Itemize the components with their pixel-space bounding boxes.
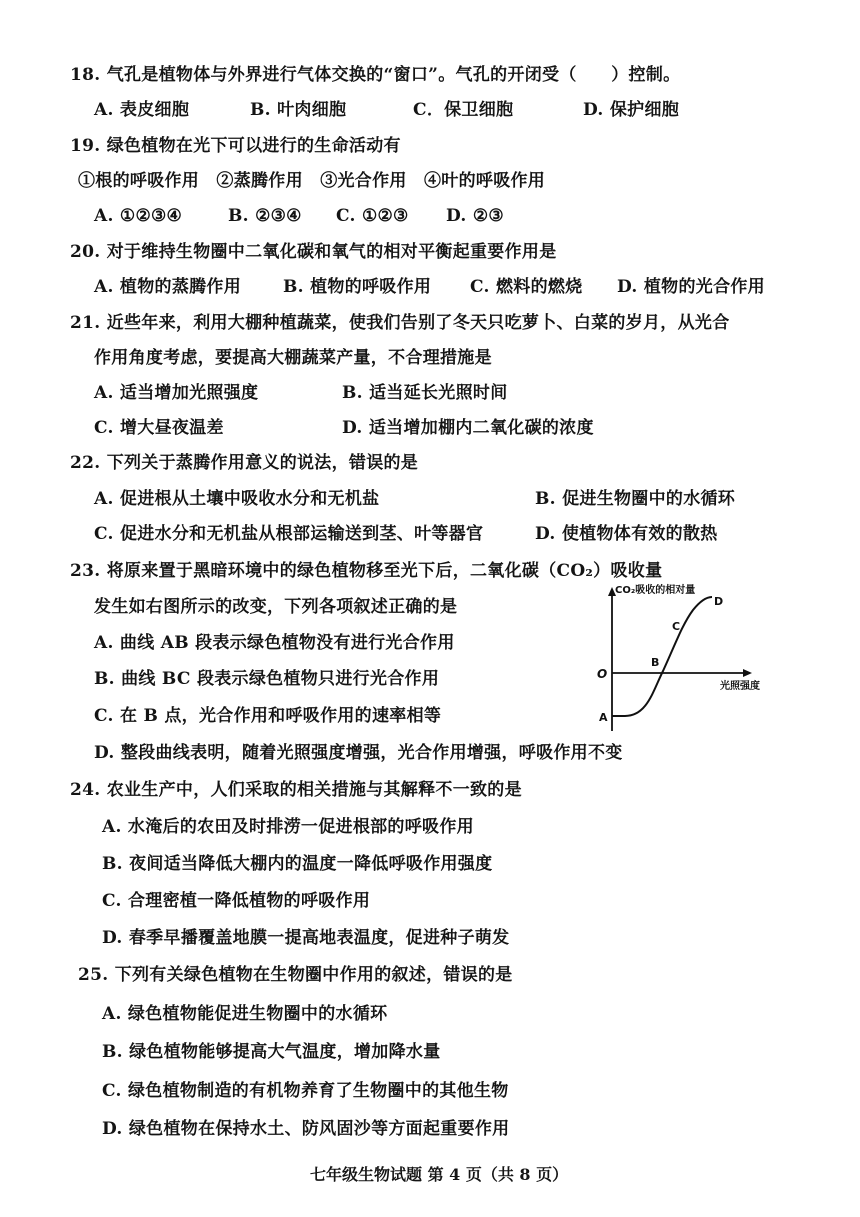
graph-origin-label: O bbox=[597, 667, 608, 681]
q20-option-b: B. 植物的呼吸作用 bbox=[283, 277, 432, 297]
q22-option-d: D. 使植物体有效的散热 bbox=[535, 524, 718, 544]
q22-option-a: A. 促进根从土壤中吸收水分和无机盐 bbox=[94, 489, 380, 509]
q18-option-a: A. 表皮细胞 bbox=[94, 100, 190, 120]
q20-stem: 20. 对于维持生物圈中二氧化碳和氧气的相对平衡起重要作用是 bbox=[70, 242, 557, 262]
page-footer: 七年级生物试题 第 4 页（共 8 页） bbox=[310, 1165, 569, 1184]
q22-option-b: B. 促进生物圈中的水循环 bbox=[535, 489, 736, 509]
q19-option-a: A. ①②③④ bbox=[94, 206, 183, 226]
q18-option-d: D. 保护细胞 bbox=[583, 100, 680, 120]
q21-stem-line-1: 21. 近些年来，利用大棚种植蔬菜，使我们告别了冬天只吃萝卜、白菜的岁月，从光合 bbox=[70, 313, 730, 333]
co2-absorption-graph bbox=[585, 583, 785, 733]
q21-stem-line-2: 作用角度考虑，要提高大棚蔬菜产量，不合理措施是 bbox=[94, 348, 492, 368]
q19-option-b: B. ②③④ bbox=[228, 206, 302, 226]
q19-choices: ①根的呼吸作用 ②蒸腾作用 ③光合作用 ④叶的呼吸作用 bbox=[78, 171, 546, 191]
q23-option-c: C. 在 B 点，光合作用和呼吸作用的速率相等 bbox=[94, 706, 442, 726]
q18-option-b: B. 叶肉细胞 bbox=[250, 100, 347, 120]
q25-option-a: A. 绿色植物能促进生物圈中的水循环 bbox=[102, 1004, 388, 1024]
graph-point-b: B bbox=[651, 656, 660, 669]
q23-option-a: A. 曲线 AB 段表示绿色植物没有进行光合作用 bbox=[94, 633, 455, 653]
q21-option-d: D. 适当增加棚内二氧化碳的浓度 bbox=[342, 418, 594, 438]
q19-option-c: C. ①②③ bbox=[336, 206, 409, 226]
q22-stem: 22. 下列关于蒸腾作用意义的说法，错误的是 bbox=[70, 453, 419, 473]
q21-option-a: A. 适当增加光照强度 bbox=[94, 383, 259, 403]
q20-option-a: A. 植物的蒸腾作用 bbox=[94, 277, 242, 297]
graph-point-d: D bbox=[714, 595, 724, 608]
graph-point-c: C bbox=[672, 620, 681, 633]
graph-x-arrow bbox=[743, 669, 752, 677]
graph-point-a: A bbox=[599, 711, 608, 724]
q20-option-c: C. 燃料的燃烧 bbox=[470, 277, 583, 297]
graph-x-label: 光照强度 bbox=[720, 681, 760, 692]
q23-option-d: D. 整段曲线表明，随着光照强度增强，光合作用增强，呼吸作用不变 bbox=[94, 743, 623, 763]
q19-option-d: D. ②③ bbox=[446, 206, 504, 226]
q24-option-b: B. 夜间适当降低大棚内的温度一降低呼吸作用强度 bbox=[102, 854, 493, 874]
q23-stem-line-1: 23. 将原来置于黑暗环境中的绿色植物移至光下后，二氧化碳（CO₂）吸收量 bbox=[70, 561, 663, 581]
q23-stem-line-2: 发生如右图所示的改变，下列各项叙述正确的是 bbox=[94, 597, 458, 617]
q24-option-a: A. 水淹后的农田及时排涝一促进根部的呼吸作用 bbox=[102, 817, 474, 837]
q24-option-d: D. 春季早播覆盖地膜一提高地表温度，促进种子萌发 bbox=[102, 928, 510, 948]
q24-stem: 24. 农业生产中，人们采取的相关措施与其解释不一致的是 bbox=[70, 780, 522, 800]
q24-option-c: C. 合理密植一降低植物的呼吸作用 bbox=[102, 891, 371, 911]
q20-option-d: D. 植物的光合作用 bbox=[617, 277, 765, 297]
q23-option-b: B. 曲线 BC 段表示绿色植物只进行光合作用 bbox=[94, 669, 440, 689]
q21-option-b: B. 适当延长光照时间 bbox=[342, 383, 508, 403]
q18-option-c: C．保卫细胞 bbox=[413, 100, 514, 120]
q22-option-c: C. 促进水分和无机盐从根部运输送到茎、叶等器官 bbox=[94, 524, 484, 544]
q21-option-c: C. 增大昼夜温差 bbox=[94, 418, 224, 438]
graph-y-label: CO₂吸收的相对量 bbox=[615, 585, 696, 596]
graph-curve bbox=[612, 597, 712, 716]
q18-stem: 18. 气孔是植物体与外界进行气体交换的“窗口”。气孔的开闭受（ ）控制。 bbox=[70, 65, 681, 85]
q25-option-d: D. 绿色植物在保持水土、防风固沙等方面起重要作用 bbox=[102, 1119, 510, 1139]
q25-stem: 25. 下列有关绿色植物在生物圈中作用的叙述，错误的是 bbox=[78, 965, 513, 985]
q25-option-b: B. 绿色植物能够提高大气温度，增加降水量 bbox=[102, 1042, 441, 1062]
q19-stem: 19. 绿色植物在光下可以进行的生命活动有 bbox=[70, 136, 401, 156]
q25-option-c: C. 绿色植物制造的有机物养育了生物圈中的其他生物 bbox=[102, 1081, 509, 1101]
